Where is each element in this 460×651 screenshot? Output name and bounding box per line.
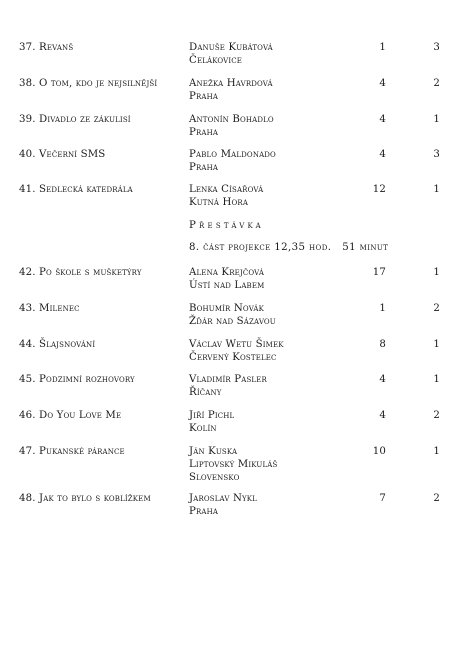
entry-rating: 3 (433, 42, 440, 53)
entry-rating: 1 (433, 374, 440, 385)
entry-rating: 2 (433, 303, 440, 314)
entry-author (189, 445, 277, 484)
author-place: Liptovský Mikuláš (189, 459, 278, 470)
entry-count: 4 (379, 149, 386, 160)
author-place: Červený Kostelec (189, 352, 277, 363)
author-country: Slovensko (189, 472, 240, 483)
entry-author (189, 373, 267, 399)
entry-count: 4 (379, 410, 386, 421)
author-place: Praha (189, 162, 219, 173)
entry-count: 1 (379, 303, 386, 314)
author-place: Žďár nad Sázavou (189, 316, 276, 327)
entry-rating: 2 (433, 410, 440, 421)
author-name: Ján Kuska (189, 446, 238, 457)
entry-title: 46. Do You Love Me (19, 410, 122, 421)
entry-rating: 2 (433, 493, 440, 504)
entry-author (189, 148, 276, 174)
entry-title: 39. Divadlo ze zákulisí (19, 114, 131, 125)
author-name: Pablo Maldonado (189, 149, 276, 160)
entry-rating: 2 (433, 78, 440, 89)
entry-author (189, 302, 276, 328)
entry-count: 10 (372, 446, 386, 457)
entry-count: 1 (379, 42, 386, 53)
entry-author (189, 113, 274, 139)
entry-author (189, 266, 264, 292)
entry-title: 45. Podzimní rozhovory (19, 374, 135, 385)
entry-rating: 1 (433, 184, 440, 195)
author-place: Kolín (189, 423, 217, 434)
entry-author (189, 409, 234, 435)
intermission-label: Přestávka (189, 220, 264, 231)
entry-rating: 1 (433, 446, 440, 457)
entry-count: 12 (372, 184, 386, 195)
author-name: Antonín Bohadlo (189, 114, 274, 125)
author-name: Lenka Císařová (189, 184, 264, 195)
entry-count: 8 (379, 339, 386, 350)
author-place: Praha (189, 91, 219, 102)
entry-title: 38. O tom, kdo je nejsilnější (19, 78, 158, 89)
entry-count: 17 (372, 267, 386, 278)
author-place: Říčany (189, 387, 222, 398)
entry-author (189, 77, 273, 103)
author-name: Alena Krejčová (189, 267, 265, 278)
author-place: Čelákovice (189, 55, 243, 66)
author-name: Jaroslav Nykl (189, 493, 257, 504)
block-heading: 8. část projekce 12,35 hod. 51 minut (189, 242, 389, 253)
entry-rating: 1 (433, 114, 440, 125)
entry-count: 4 (379, 78, 386, 89)
author-place: Praha (189, 506, 219, 517)
entry-count: 7 (379, 493, 386, 504)
entry-title: 41. Sedlecká katedrála (19, 184, 133, 195)
entry-title: 48. Jak to bylo s koblížkem (19, 493, 151, 504)
entry-title: 42. Po škole s mušketýry (19, 267, 142, 278)
entry-author (189, 41, 273, 67)
author-name: Anežka Havrdová (189, 78, 273, 89)
entry-author (189, 338, 284, 364)
author-place: Ústí nad Labem (189, 280, 265, 291)
author-name: Vladimír Pasler (189, 374, 267, 385)
author-place: Praha (189, 127, 219, 138)
entry-title: 40. Večerní SMS (19, 149, 106, 160)
entry-author (189, 183, 263, 209)
entry-title: 43. Milenec (19, 303, 80, 314)
entry-rating: 1 (433, 267, 440, 278)
entry-count: 4 (379, 114, 386, 125)
entry-author (189, 492, 257, 518)
author-name: Danuše Kubátová (189, 42, 273, 53)
author-name: Jiří Pichl (189, 410, 235, 421)
entry-rating: 3 (433, 149, 440, 160)
entry-title: 37. Revanš (19, 42, 74, 53)
entry-title: 47. Pukanské párance (19, 446, 125, 457)
entry-title: 44. Šlajsnování (19, 339, 96, 350)
author-name: Václav Wetu Šimek (189, 339, 284, 350)
author-name: Bohumír Novák (189, 303, 265, 314)
entry-rating: 1 (433, 339, 440, 350)
author-place: Kutná Hora (189, 197, 249, 208)
entry-count: 4 (379, 374, 386, 385)
